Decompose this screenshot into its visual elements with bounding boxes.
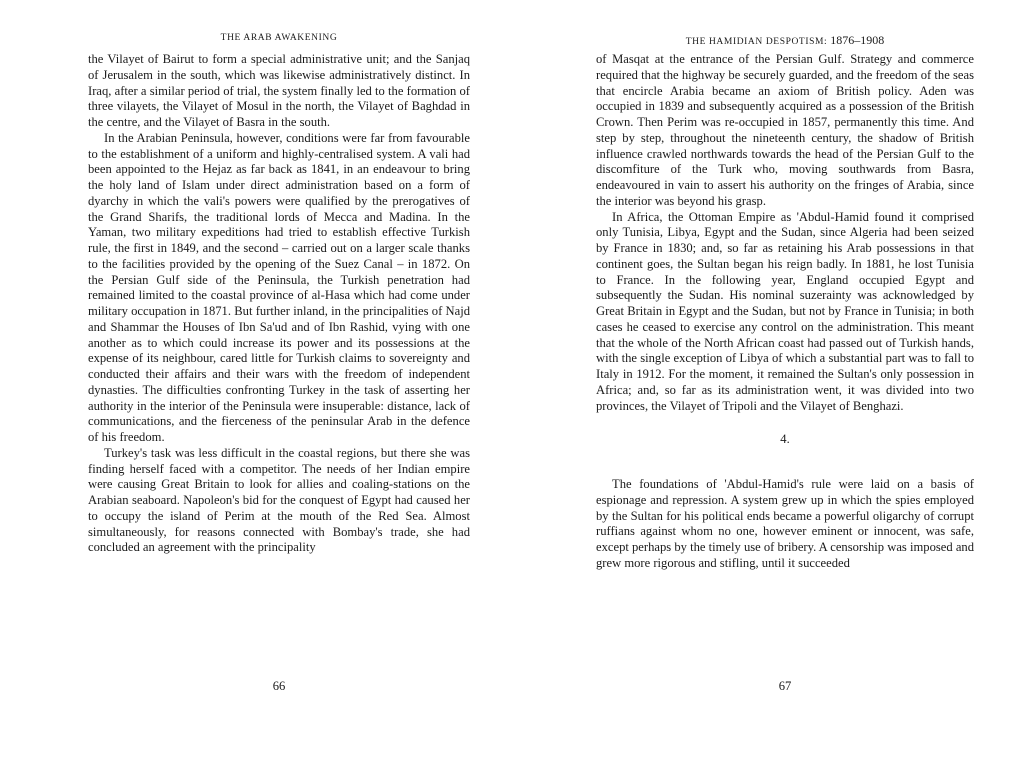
left-running-head: THE ARAB AWAKENING [220, 33, 338, 43]
section-number: 4. [780, 432, 790, 447]
right-paragraph-1: of Masqat at the entrance of the Persian Gulf. Strategy and commerce required that the highway be securely guarded, and the freedom of the seas that encircle Arabia became an axiom of British policy. Aden was occupied in 1839 and subsequently acquired as a possession of the British Crown. Then Perim was re-occupied in 1857, permanently this time. And step by step, throughout the nineteenth century, the shadow of British influence crawled northwards towards the head of the Persian Gulf to the discomfiture of the Turk who, moving southwards from Basra, endeavoured in vain to assert his authority on the fringes of Arabia, since the interior was beyond his grasp. [596, 52, 974, 208]
right-page [596, 0, 974, 766]
right-body-text [596, 52, 974, 572]
left-page-number: 66 [272, 679, 286, 693]
right-paragraph-3: The foundations of 'Abdul-Hamid's rule were laid on a basis of espionage and repression. A system grew up in which the spies employed by the Sultan for his political ends became a powerful oligarchy of corrupt ruffians against whom no one, however eminent or innocent, was safe, except perhaps by the timely use of bribery. A censorship was imposed and grew more rigorous and stifling, until it succeeded [596, 477, 974, 570]
left-body-text [88, 52, 470, 556]
right-running-head-years: 1876–1908 [830, 33, 885, 47]
right-page-number: 67 [778, 679, 792, 693]
right-running-head-title: THE HAMIDIAN DESPOTISM: [685, 37, 828, 47]
left-paragraph-1: the Vilayet of Bairut to form a special administrative unit; and the Sanjaq of Jerusalem in the south, which was likewise administratively distinct. In Iraq, after a similar period of trial, the system finally led to the formation of three vilayets, the Vilayet of Mosul in the north, the Vilayet of Baghdad in the centre, and the Vilayet of Basra in the south. [88, 52, 470, 129]
left-page [88, 0, 470, 766]
right-paragraph-2: In Africa, the Ottoman Empire as 'Abdul-Hamid found it comprised only Tunisia, Libya, Egypt and the Sudan, since Algeria had been seized by France in 1830; and, so far as retaining his Arab possessions in that continent goes, the Sultan began his reign badly. In 1881, he lost Tunisia to France. In the following year, England occupied Egypt and subsequently the Sudan. His nominal suzerainty was acknowledged by Great Britain in Egypt and the Sudan, but not by France in Tunisia; in both cases he ceased to exercise any control on the administration. This meant that the whole of the North African coast had passed out of Turkish hands, with the single exception of Libya of which a substantial part was to fall to Italy in 1912. For the moment, it remained the Sultan's only possession in Africa; and, so far as its administration went, it was divided into two provinces, the Vilayet of Tripoli and the Vilayet of Benghazi. [596, 209, 974, 413]
left-paragraph-2: In the Arabian Peninsula, however, conditions were far from favourable to the establishment of a uniform and highly-centralised system. A vali had been appointed to the Hejaz as far back as 1841, in an endeavour to bring the holy land of Islam under direct administration based on a form of dyarchy in which the vali's powers were qualified by the prerogatives of the Grand Sharifs, the traditional lords of Mecca and Madina. In the Yaman, two military expeditions had tried to establish effective Turkish rule, the first in 1849, and the second – carried out on a larger scale thanks to the facilities provided by the opening of the Suez Canal – in 1872. On the Persian Gulf side of the Peninsula, the Turkish penetration had remained limited to the coastal province of al-Hasa which had come under military occupation in 1871. But further inland, in the principalities of Najd and Shammar the Houses of Ibn Sa'ud and of Ibn Rashid, vying with one another as to which could increase its power and its possessions at the expense of its neighbour, cared little for Turkish claims to sovereignty and conducted their affairs and their wars with the freedom of independent dynasties. The difficulties confronting Turkey in the task of asserting her authority in the interior of the Peninsula were insuperable: distance, lack of communications, and the fierceness of the peninsular Arab in the defence of his freedom. [88, 130, 470, 444]
left-paragraph-3: Turkey's task was less difficult in the coastal regions, but there she was finding herself faced with a competitor. The needs of her Indian empire were causing Great Britain to look for allies and coaling-stations on the Arabian seaboard. Napoleon's bid for the conquest of Egypt had caused her to occupy the island of Perim at the mouth of the Red Sea. Almost simultaneously, for reasons connected with Bombay's trade, she had concluded an agreement with the principality [88, 445, 470, 555]
right-running-head [596, 33, 974, 48]
